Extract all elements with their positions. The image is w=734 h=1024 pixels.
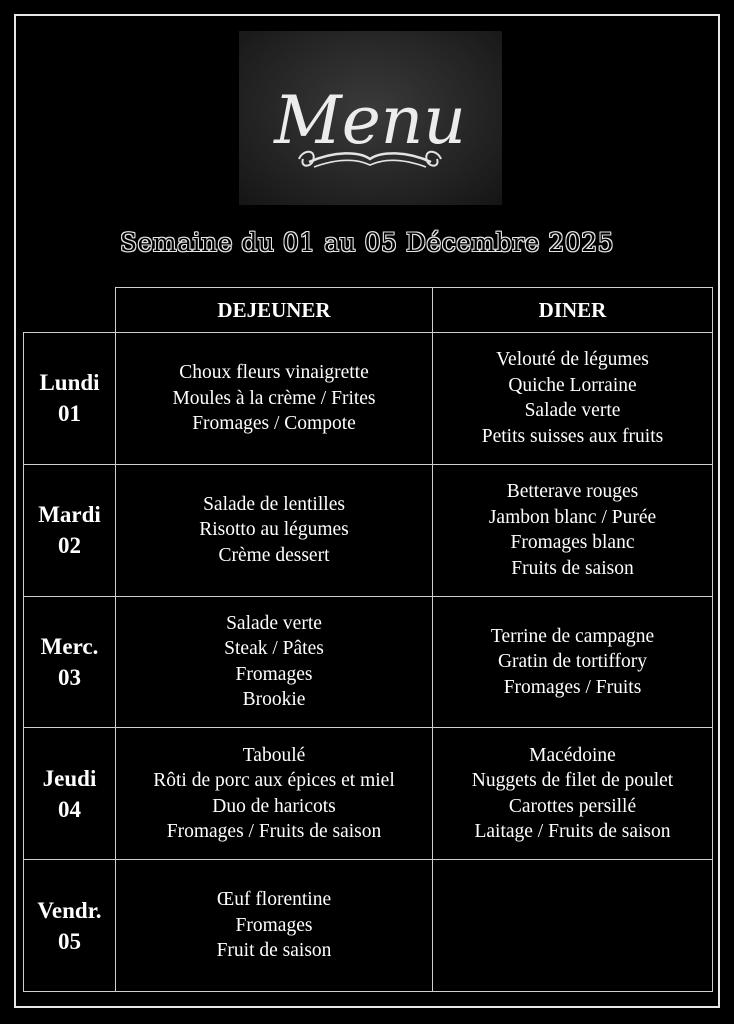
week-title: Semaine du 01 au 05 Décembre 2025 bbox=[119, 228, 615, 257]
dinner-dish: Fruits de saison bbox=[511, 557, 634, 579]
dinner-dish: Gratin de tortiffory bbox=[497, 651, 648, 673]
lunch-dish: Choux fleurs vinaigrette bbox=[179, 362, 369, 384]
dinner-dish: Fromages blanc bbox=[510, 532, 635, 554]
lunch-dish: Œuf florentine bbox=[216, 889, 332, 911]
dinner-dish: Fromages / Fruits bbox=[503, 676, 642, 698]
lunch-dish: Fromages bbox=[235, 914, 313, 936]
dinner-column-header: DINER bbox=[433, 288, 713, 333]
dinner-dish: Carottes persillé bbox=[508, 795, 637, 817]
lunch-dish: Salade de lentilles bbox=[203, 493, 345, 515]
lunch-dish: Fromages / Compote bbox=[192, 413, 356, 435]
dinner-cell bbox=[433, 596, 713, 728]
lunch-dish: Taboulé bbox=[242, 744, 306, 766]
day-label-cell bbox=[24, 464, 116, 596]
day-row bbox=[24, 860, 713, 992]
day-number: 04 bbox=[58, 796, 81, 822]
lunch-column-header: DEJEUNER bbox=[116, 288, 433, 333]
day-number: 03 bbox=[58, 664, 81, 690]
day-row bbox=[24, 728, 713, 860]
dinner-dish: Laitage / Fruits de saison bbox=[474, 821, 671, 843]
day-number: 02 bbox=[58, 533, 81, 559]
menu-table bbox=[23, 287, 713, 992]
lunch-dish: Steak / Pâtes bbox=[224, 638, 324, 660]
table-corner-cell bbox=[24, 288, 116, 333]
dinner-dish: Salade verte bbox=[524, 400, 621, 422]
dinner-dish: Quiche Lorraine bbox=[508, 374, 637, 396]
dinner-dish: Petits suisses aux fruits bbox=[481, 425, 664, 447]
day-row bbox=[24, 333, 713, 465]
dinner-dish: Betterave rouges bbox=[506, 481, 639, 503]
lunch-dish: Fruit de saison bbox=[216, 940, 332, 962]
dinner-dish: Terrine de campagne bbox=[490, 625, 655, 647]
day-name: Merc. bbox=[40, 633, 99, 659]
dinner-dish: Nuggets de filet de poulet bbox=[471, 770, 674, 792]
lunch-cell bbox=[116, 464, 433, 596]
lunch-dish: Duo de haricots bbox=[212, 795, 336, 817]
lunch-cell bbox=[116, 728, 433, 860]
day-name: Lundi bbox=[39, 370, 100, 396]
lunch-dish: Fromages bbox=[235, 663, 313, 685]
day-number: 01 bbox=[58, 401, 81, 427]
lunch-dish: Fromages / Fruits de saison bbox=[166, 821, 382, 843]
day-label-cell bbox=[24, 333, 116, 465]
menu-logo bbox=[239, 31, 502, 205]
day-label-cell bbox=[24, 596, 116, 728]
dinner-cell bbox=[433, 333, 713, 465]
lunch-dish: Risotto au légumes bbox=[199, 519, 349, 541]
dinner-cell bbox=[433, 728, 713, 860]
lunch-cell bbox=[116, 333, 433, 465]
lunch-cell bbox=[116, 860, 433, 992]
day-number: 05 bbox=[58, 928, 81, 954]
dinner-dish: Velouté de légumes bbox=[496, 349, 649, 371]
day-label-cell bbox=[24, 728, 116, 860]
lunch-dish: Salade verte bbox=[226, 612, 322, 634]
day-row bbox=[24, 596, 713, 728]
table-header-row bbox=[24, 288, 713, 333]
dinner-cell bbox=[433, 860, 713, 992]
lunch-dish: Brookie bbox=[242, 689, 306, 711]
dinner-cell bbox=[433, 464, 713, 596]
lunch-cell bbox=[116, 596, 433, 728]
menu-logo-text: Menu bbox=[274, 82, 466, 159]
day-row bbox=[24, 464, 713, 596]
day-name: Mardi bbox=[38, 502, 101, 528]
day-name: Jeudi bbox=[42, 765, 97, 791]
menu-logo-artwork bbox=[239, 31, 502, 205]
lunch-dish: Rôti de porc aux épices et miel bbox=[153, 770, 395, 792]
lunch-dish: Crème dessert bbox=[218, 544, 330, 566]
day-label-cell bbox=[24, 860, 116, 992]
dinner-dish: Jambon blanc / Purée bbox=[488, 506, 657, 528]
dinner-dish: Macédoine bbox=[529, 744, 616, 766]
lunch-dish: Moules à la crème / Frites bbox=[172, 387, 376, 409]
day-name: Vendr. bbox=[37, 897, 102, 923]
